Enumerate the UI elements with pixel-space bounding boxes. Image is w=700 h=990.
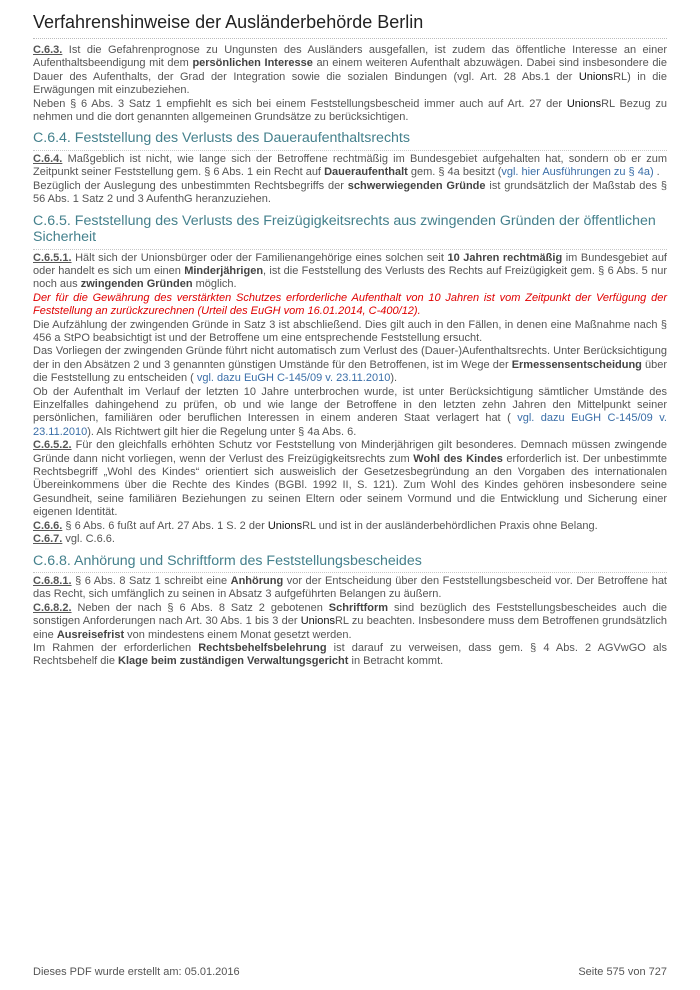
paragraph-c64-2: Bezüglich der Auslegung des unbestimmten Rechtsbegriffs der schwerwiegenden Gründe ist grundsätzlich der Maßstab des § 56 Abs. 1 Satz 2 und 3 AufenthG heranzuziehen. (33, 179, 667, 206)
paragraph-c651: C.6.5.1. Hält sich der Unionsbürger oder der Familienangehörige eines solchen seit 10 Jahren rechtmäßig im Bundesgebiet auf oder handelt es sich um einen Minderjährigen, ist die Feststellung des Verlusts des Rechts auf Freizügigkeit gem. § 6 Abs. 5 nur noch aus zwingenden Gründen möglich. (33, 251, 667, 291)
ref-c67[interactable]: C.6.7. (33, 533, 63, 546)
paragraph-c63-2: Neben § 6 Abs. 3 Satz 1 empfiehlt es sich bei einem Feststellungsbescheid immer auch auf Art. 27 der UnionsRL Bezug zu nehmen und die dort genannten allgemeinen Grundsätze zu berücksichtigen. (33, 97, 668, 124)
link-eugh-1[interactable]: vgl. dazu EuGH C-145/09 v. 23.11.2010 (196, 372, 391, 385)
footer-page-number: Seite 575 von 727 (578, 966, 667, 978)
heading-c65: C.6.5. Feststellung des Verlusts des Freizügigkeitsrechts aus zwingenden Gründen der öffentlichen Sicherheit (33, 213, 667, 250)
paragraph-c65-2: Die Aufzählung der zwingenden Gründe in Satz 3 ist abschließend. Dies gilt auch in den Fällen, in denen eine Maßnahme nach § 456 a StPO beabsichtigt ist und der Betroffene um eine entsprechende Feststellung ersucht. (33, 318, 667, 344)
document-title: Verfahrenshinweise der Ausländerbehörde Berlin (33, 12, 667, 39)
heading-c64: C.6.4. Feststellung des Verlusts des Daueraufenthaltsrechts (33, 130, 667, 151)
ref-c651[interactable]: C.6.5.1. (33, 251, 72, 264)
paragraph-c67: C.6.7. vgl. C.6.6. (33, 533, 115, 546)
footer-created-date: Dieses PDF wurde erstellt am: 05.01.2016 (33, 966, 240, 978)
paragraph-c65-3: Das Vorliegen der zwingenden Gründe führt nicht automatisch zum Verlust des (Dauer-)Aufenthaltsrechts. Unter Berücksichtigung der in den Absätzen 2 und 3 genannten günstigen Umstände für den Betroffenen, ist im Wege der Ermessensentscheidung über die Feststellung zu entscheiden ( vgl. dazu EuGH C-145/09 v. 23.11.2010). (33, 345, 667, 385)
paragraph-c65-note: Der für die Gewährung des verstärkten Schutzes erforderliche Aufenthalt von 10 Jahren ist vom Zeitpunkt der Verfügung der Feststellung an zurückzurechnen (Urteil des EuGH vom 16.01.2014, C-400/12). (33, 291, 667, 318)
paragraph-c63-1: C.6.3. Ist die Gefahrenprognose zu Ungunsten des Ausländers ausgefallen, ist zudem das öffentliche Interesse an einer Aufenthaltsbeendigung mit dem persönlichen Interesse an einem weiteren Aufenthalt abzuwägen. Dabei sind insbesondere die Dauer des Aufenthalts, der Grad der Integration sowie die sozialen Bindungen (vgl. Art. 28 Abs.1 der UnionsRL) in die Erwägungen mit einzubeziehen. (33, 44, 667, 97)
link-4a[interactable]: vgl. hier Ausführungen zu § 4a) (501, 166, 654, 179)
document-body (33, 44, 667, 669)
paragraph-c681: C.6.8.1. § 6 Abs. 8 Satz 1 schreibt eine Anhörung vor der Entscheidung über den Feststellungsbescheid vor. Der Betroffene hat das Recht, sich umfänglich zu seinen in Absatz 3 aufgeführten Belangen zu äußern. (33, 575, 667, 601)
ref-c64[interactable]: C.6.4. (33, 152, 63, 165)
ref-c66[interactable]: C.6.6. (33, 519, 63, 532)
heading-c68: C.6.8. Anhörung und Schriftform des Feststellungsbescheides (33, 553, 667, 574)
ref-c63[interactable]: C.6.3. (33, 44, 63, 56)
ref-c681[interactable]: C.6.8.1. (33, 575, 72, 587)
paragraph-c66: C.6.6. § 6 Abs. 6 fußt auf Art. 27 Abs. 1 S. 2 der UnionsRL und ist in der ausländerbehördlichen Praxis ohne Belang. (33, 519, 598, 532)
link-eugh-2[interactable]: vgl. dazu EuGH C-145/09 v. 23.11.2010 (33, 412, 667, 438)
paragraph-c64-1: C.6.4. Maßgeblich ist nicht, wie lange sich der Betroffene rechtmäßig im Bundesgebiet aufgehalten hat, sondern ob er zum Zeitpunkt seiner Feststellung gem. § 6 Abs. 1 ein Recht auf Daueraufenthalt gem. § 4a besitzt (vgl. hier Ausführungen zu § 4a) . (33, 152, 667, 179)
paragraph-c652: C.6.5.2. Für den gleichfalls erhöhten Schutz vor Feststellung von Minderjährigen gilt besonderes. Demnach müssen zwingende Gründe dann nicht vorliegen, wenn der Verlust des Freizügigkeitsrechts zum Wohl des Kindes erforderlich ist. Der unbestimmte Rechtsbegriff „Wohl des Kindes“ orientiert sich ausweislich der Gesetzesbegründung an den Vorgaben des internationalen Übereinkommens über die Rechte des Kindes (BGBl. 1992 II, S. 121). Zum Wohl des Kindes gehören insbesondere seine Gesundheit, seine familiären Beziehungen zu seinen Eltern oder seinem Vormund und die Entwicklung und Sicherung einer eigenen Identität. (33, 439, 668, 519)
ref-c682[interactable]: C.6.8.2. (33, 601, 72, 614)
paragraph-c682: C.6.8.2. Neben der nach § 6 Abs. 8 Satz 2 gebotenen Schriftform sind bezüglich des Feststellungsbescheides auch die sonstigen Anforderungen nach Art. 30 Abs. 1 bis 3 der UnionsRL zu beachten. Insbesondere muss dem Betroffenen grundsätzlich eine Ausreisefrist von mindestens einem Monat gesetzt werden. (33, 601, 668, 641)
ref-c652[interactable]: C.6.5.2. (33, 439, 72, 452)
paragraph-c68-3: Im Rahmen der erforderlichen Rechtsbehelfsbelehrung ist darauf zu verweisen, dass gem. § 4 Abs. 2 AGVwGO als Rechtsbehelf die Klage beim zuständigen Verwaltungsgericht in Betracht kommt. (33, 642, 667, 668)
paragraph-c65-4: Ob der Aufenthalt im Verlauf der letzten 10 Jahre unterbrochen wurde, ist unter Berücksichtigung sämtlicher Umstände des Einzelfalles dahingehend zu prüfen, ob und wie lange der Betroffene in den letzten zehn Jahren den Mittelpunkt seiner persönlichen, familiären oder beruflichen Interessen in einem anderen Staat verlagert hat ( vgl. dazu EuGH C-145/09 v. 23.11.2010). Als Richtwert gilt hier die Regelung unter § 4a Abs. 6. (33, 385, 667, 438)
